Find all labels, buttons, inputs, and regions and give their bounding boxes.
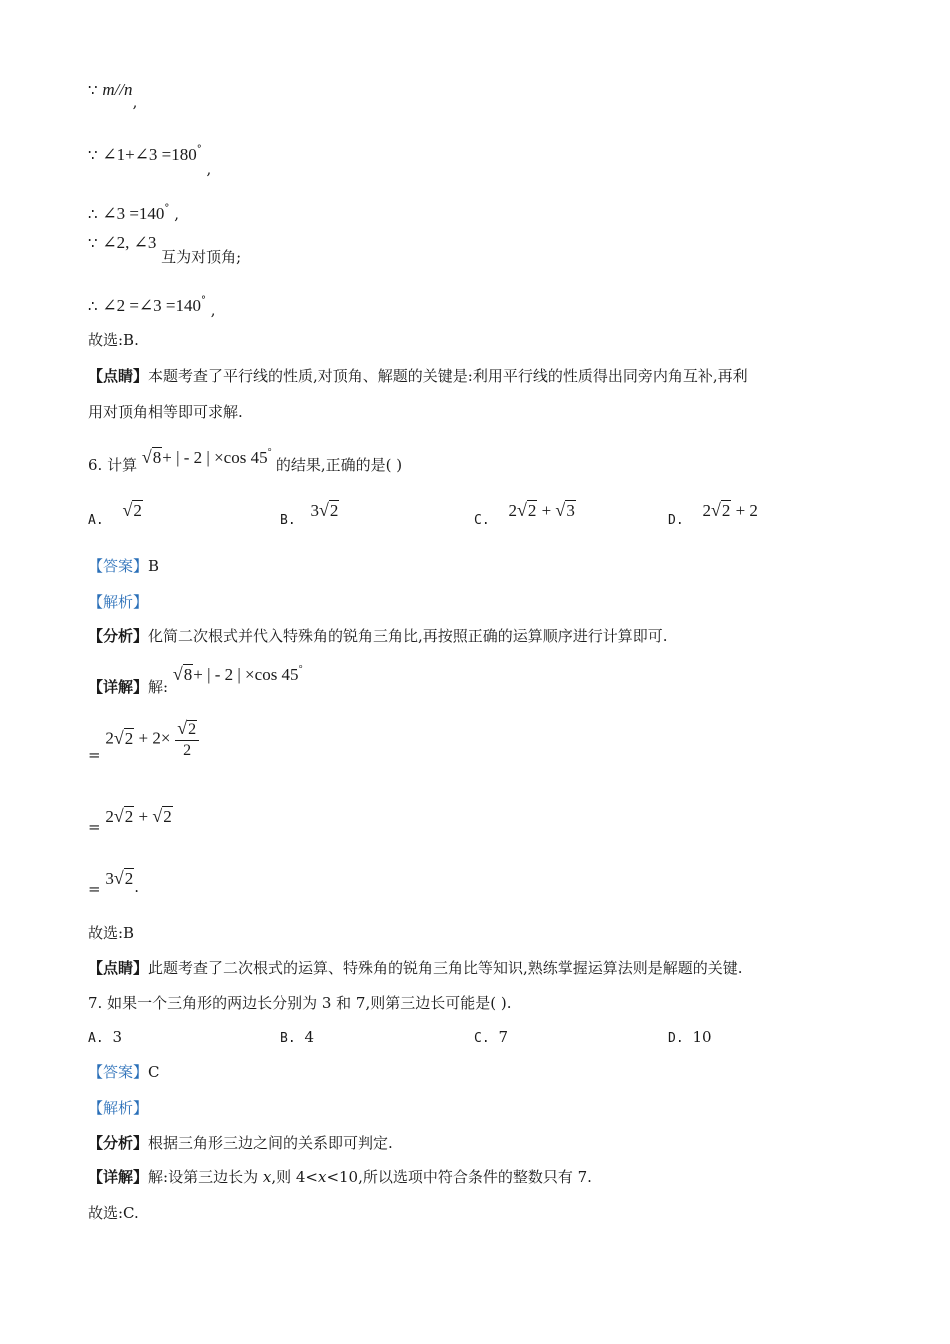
option-radicand: 2 [721, 501, 731, 520]
q7-option-a[interactable] [88, 1027, 122, 1049]
q6-option-d[interactable]: D. 2√2 + 2 [668, 500, 758, 528]
option-label: D. [668, 513, 684, 528]
q6-expression: √8+ | - 2 | ×cos 45° [141, 447, 272, 467]
step-coef: 2 [105, 807, 114, 826]
option-value: 3 [112, 1028, 122, 1046]
comma: , [174, 205, 179, 223]
option-label: B. [280, 513, 296, 528]
step-radicand: 2 [124, 807, 134, 826]
q6-xiangjie [88, 660, 303, 696]
q7-xiangjie [88, 1167, 592, 1187]
option-coef: 3 [310, 501, 319, 520]
math-parallel: m//n [102, 80, 133, 99]
xiangjie-expression: √8+ | - 2 | ×cos 45° [172, 664, 303, 684]
option-label: A. [88, 1031, 104, 1046]
option-radicand: 2 [527, 501, 537, 520]
option-coef: 2 [508, 501, 517, 520]
q6-step-2: = 2√2 + √2 [88, 806, 172, 836]
option-label: B. [280, 1031, 296, 1046]
dianjing-tag: 【点睛】 [88, 959, 149, 977]
q6-choose: 故选:B [88, 924, 135, 942]
option-coef: 2 [702, 501, 711, 520]
choose-line-q5: 故选:B. [88, 331, 139, 349]
comma: , [132, 93, 138, 111]
option-label: D. [668, 1031, 684, 1046]
variable-x: x [317, 1168, 327, 1186]
q7-analysis-tag: 【解析】 [88, 1099, 149, 1117]
xiangjie-tag: 【详解】 [88, 678, 149, 696]
dianjing-text: 此题考查了二次根式的运算、特殊角的锐角三角比等知识,熟练掌握运算法则是解题的关键. [148, 959, 743, 977]
variable-x: x [262, 1168, 272, 1186]
math-angle2: ∠2 =∠3 =140 [102, 296, 201, 315]
because-symbol: ∵ [88, 81, 98, 99]
q6-answer [88, 556, 159, 576]
option-radicand: 2 [329, 501, 339, 520]
option-label: A. [88, 513, 104, 528]
vertical-angle-text: 互为对顶角; [161, 248, 242, 266]
q6-dianjing [88, 958, 743, 978]
q6-step-1: = 2√2 + 2× $\frac{√2}{2}$ [88, 718, 199, 761]
q7-answer [88, 1062, 160, 1082]
answer-value: C [148, 1063, 160, 1081]
degree-symbol: ° [267, 447, 272, 458]
fenxi-tag: 【分析】 [88, 1134, 149, 1152]
q6-fenxi [88, 626, 668, 646]
dianjing-line-q5-cont: 用对顶角相等即可求解. [88, 403, 243, 421]
q6-step-3: = 3√2. [88, 868, 140, 898]
comma: , [210, 301, 216, 319]
xiangjie-text-b: ,则 4< [271, 1168, 318, 1186]
option-value: 4 [304, 1028, 314, 1046]
q7-option-b[interactable] [280, 1027, 314, 1049]
q6-analysis-tag: 【解析】 [88, 593, 149, 611]
therefore-line-angle2 [88, 291, 216, 319]
q7-fenxi [88, 1133, 393, 1153]
q7-choose: 故选:C. [88, 1204, 139, 1222]
comma: , [206, 160, 212, 178]
step-coef: 2 [105, 728, 114, 748]
xiangjie-tag: 【详解】 [88, 1168, 149, 1186]
step-op: + 2× [134, 728, 171, 748]
therefore-symbol: ∴ [88, 205, 98, 223]
equals-sign: = [88, 745, 101, 764]
dianjing-tag: 【点睛】 [88, 367, 149, 385]
question-6 [88, 443, 403, 474]
step-radicand: 2 [163, 807, 172, 826]
because-symbol: ∵ [88, 234, 98, 252]
option-value: 10 [692, 1028, 712, 1046]
reason-line-parallel [88, 80, 138, 111]
period: . [134, 878, 140, 896]
option-radicand: 2 [133, 501, 142, 520]
xiangjie-text-a: 解:设第三边长为 [148, 1168, 263, 1186]
xiangjie-text: 解: [148, 678, 169, 696]
q7-option-d[interactable] [668, 1027, 712, 1049]
math-angle3: ∠3 =140 [102, 204, 165, 223]
therefore-symbol: ∴ [88, 297, 98, 315]
step-radicand: 2 [124, 869, 134, 888]
answer-tag: 【答案】 [88, 1063, 149, 1081]
question-7: 7. 如果一个三角形的两边长分别为 3 和 7,则第三边长可能是( ). [88, 994, 512, 1012]
option-value: 7 [498, 1028, 508, 1046]
math-angles: ∠2, ∠3 [102, 233, 157, 252]
dianjing-line-q5 [88, 366, 748, 386]
reason-line-supplementary [88, 140, 212, 178]
degree-symbol: ° [298, 664, 303, 675]
answer-tag: 【答案】 [88, 557, 149, 575]
degree-symbol: ° [201, 295, 206, 306]
fraction-numerator: 2 [188, 721, 197, 738]
answer-value: B [148, 557, 160, 575]
expr-rest: + | - 2 | ×cos 45 [162, 448, 268, 467]
degree-symbol: ° [164, 203, 170, 214]
fenxi-text: 化简二次根式并代入特殊角的锐角三角比,再按照正确的运算顺序进行计算即可. [148, 627, 668, 645]
option-op: + [537, 501, 556, 520]
reason-line-vertical-angles [88, 233, 242, 266]
step-coef: 3 [105, 869, 114, 888]
math-angle-sum: ∠1+∠3 =180 [102, 145, 197, 164]
expr-rest: + | - 2 | ×cos 45 [193, 665, 299, 684]
option-rest: + 2 [731, 501, 758, 520]
step-op: + [134, 807, 153, 826]
q6-option-c[interactable]: C. 2√2 + √3 [474, 500, 575, 528]
option-label: C. [474, 513, 490, 528]
dianjing-text: 本题考查了平行线的性质,对顶角、解题的关键是:利用平行线的性质得出同旁内角互补,再利 [148, 367, 748, 385]
q6-option-b[interactable]: B. 3√2 [280, 500, 339, 528]
q7-option-c[interactable] [474, 1027, 508, 1049]
fraction-denominator: 2 [183, 742, 192, 759]
because-symbol: ∵ [88, 146, 98, 164]
equals-sign: = [88, 818, 101, 836]
radicand: 8 [183, 665, 193, 684]
equals-sign: = [88, 880, 101, 898]
option-label: C. [474, 1031, 490, 1046]
therefore-line-angle3 [88, 199, 179, 224]
xiangjie-text-c: <10,所以选项中符合条件的整数只有 7. [326, 1168, 592, 1186]
q6-option-a[interactable]: A. √2 [88, 500, 142, 528]
fenxi-text: 根据三角形三边之间的关系即可判定. [148, 1134, 393, 1152]
step-radicand: 2 [124, 728, 134, 748]
fraction: $\frac{√2}{2}$ [175, 718, 199, 761]
degree-symbol: ° [196, 144, 202, 155]
option-radicand: 3 [566, 501, 575, 520]
fenxi-tag: 【分析】 [88, 627, 149, 645]
radicand: 8 [152, 448, 162, 467]
q6-number: 6. 计算 [88, 456, 138, 474]
q6-tail: 的结果,正确的是( ) [275, 456, 403, 474]
